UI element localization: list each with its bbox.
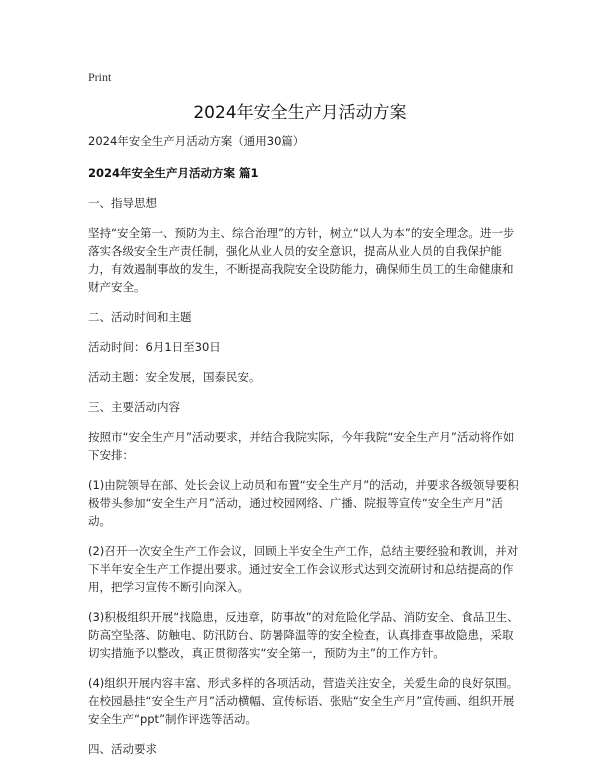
section-heading-2: 二、活动时间和主题 <box>88 310 192 324</box>
section-3-item-3: (3)积极组织开展“找隐患，反违章，防事故”的对危险化学品、消防安全、食品卫生、防高空坠落、防触电、防汛防台、防暑降温等的安全检查，认真排查事故隐患，采取切实措施予以整改，真正贯彻落实“安全第一，预防为主”的工作方针。 <box>88 610 519 660</box>
section-heading-3: 三、主要活动内容 <box>88 400 180 414</box>
section-3-intro: 按照市“安全生产月”活动要求，并结合我院实际，今年我院“安全生产月”活动将作如下安排： <box>88 430 515 462</box>
article-heading: 2024年安全生产月活动方案 篇1 <box>88 166 259 180</box>
section-3-item-1: (1)由院领导在部、处长会议上动员和布置“安全生产月”的活动，并要求各级领导要积极带头参加“安全生产月”活动，通过校园网络、广播、院报等宣传“安全生产月”活动。 <box>88 478 519 528</box>
section-1-paragraph: 坚持“安全第一、预防为主、综合治理”的方针，树立“以人为本”的安全理念。进一步落实各级安全生产责任制，强化从业人员的安全意识，提高从业人员的自我保护能力，有效遏制事故的发生，不断提高我院安全设防能力，确保师生员工的生命健康和财产安全。 <box>88 226 515 294</box>
section-3-item-2: (2)召开一次安全生产工作会议，回顾上半安全生产工作，总结主要经验和教训，并对下半年安全生产工作提出要求。通过安全工作会议形式达到交流研讨和总结提高的作用，把学习宣传不断引向深入。 <box>88 544 519 594</box>
section-3-item-4: (4)组织开展内容丰富、形式多样的各项活动，营造关注安全，关爱生命的良好氛围。在校园悬挂“安全生产月”活动横幅、宣传标语、张贴“安全生产月”宣传画、组织开展安全生产“ppt”制作评选等活动。 <box>88 676 519 726</box>
activity-time: 活动时间：6月1日至30日 <box>88 340 221 354</box>
subtitle: 2024年安全生产月活动方案（通用30篇） <box>88 134 305 148</box>
activity-theme: 活动主题：安全发展，国泰民安。 <box>88 370 261 384</box>
page-title: 2024年安全生产月活动方案 <box>193 103 407 123</box>
section-heading-1: 一、指导思想 <box>88 196 157 210</box>
section-heading-4: 四、活动要求 <box>88 742 157 756</box>
print-label: Print <box>88 70 112 84</box>
document-body <box>88 132 522 770</box>
